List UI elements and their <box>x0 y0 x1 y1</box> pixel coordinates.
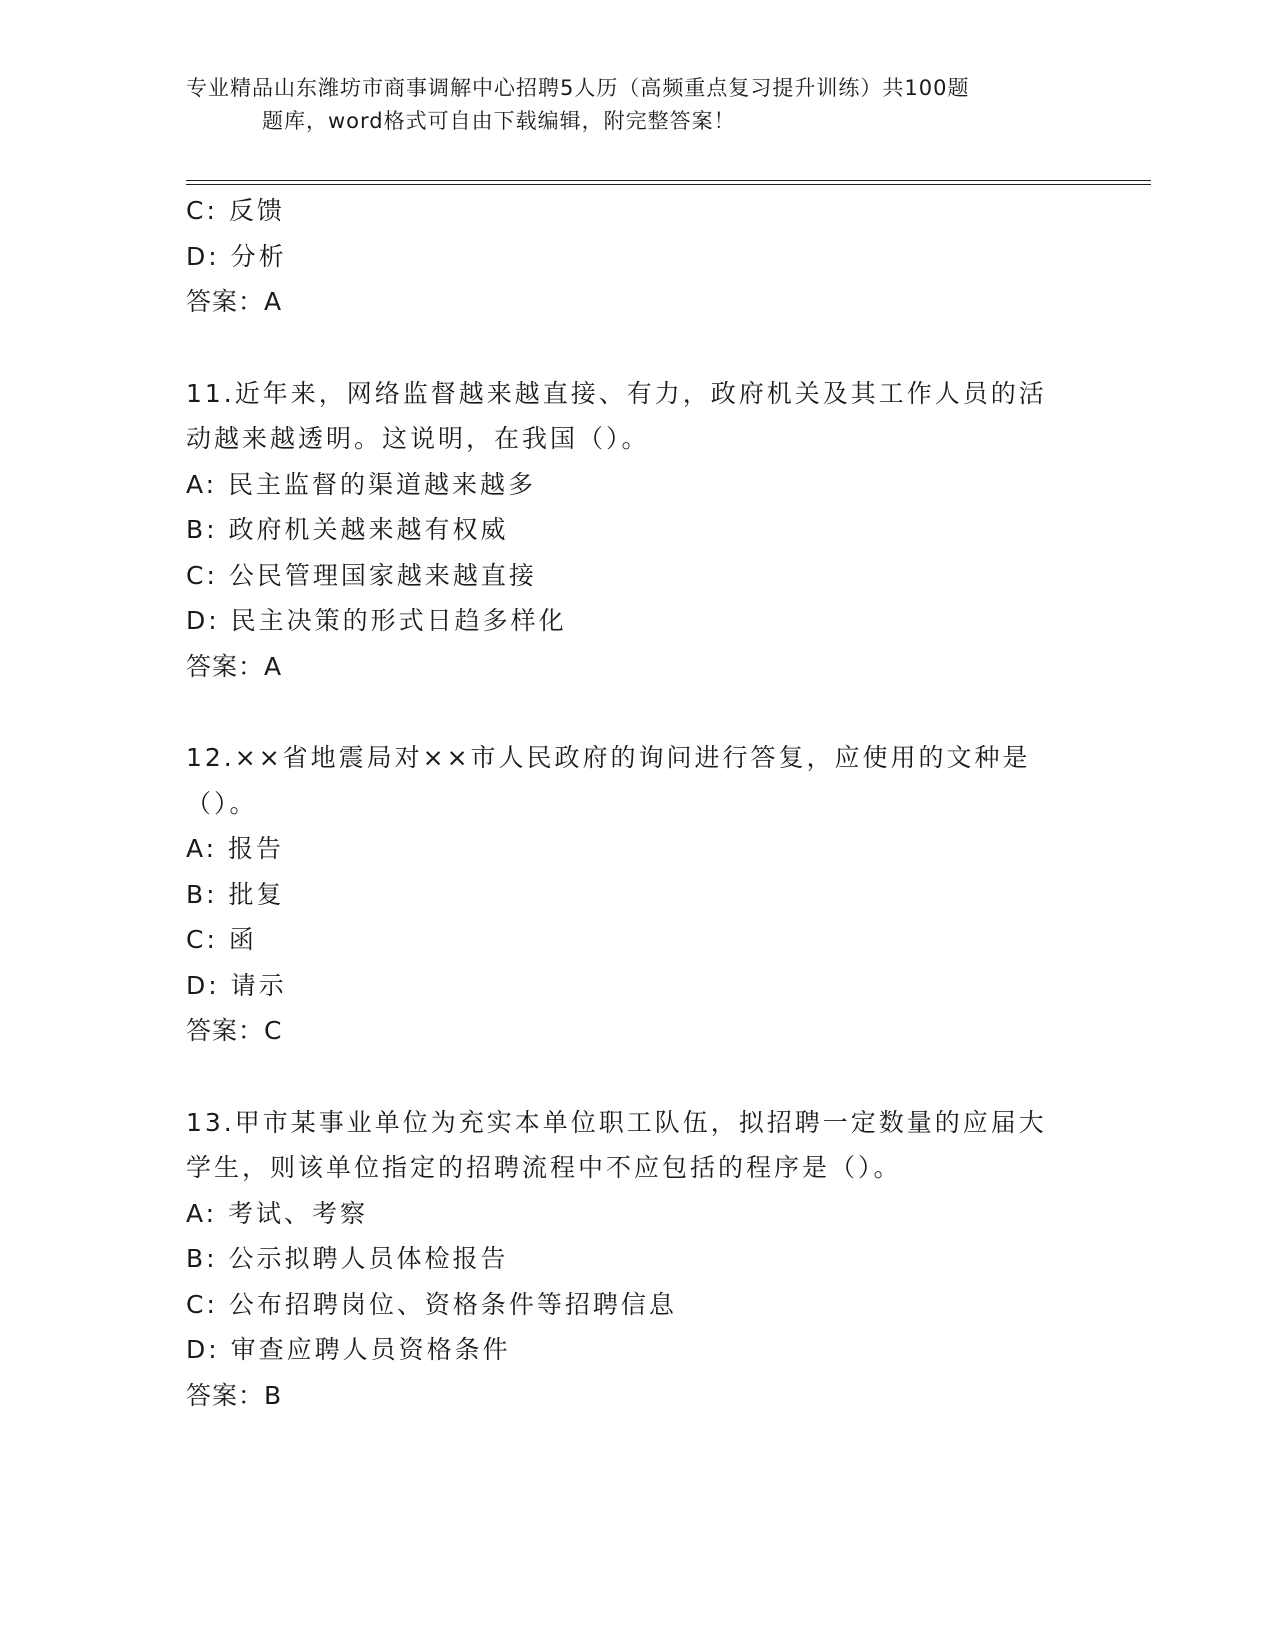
spacer <box>186 325 1086 371</box>
question-stem: 13.甲市某事业单位为充实本单位职工队伍，拟招聘一定数量的应届大 <box>186 1107 1047 1137</box>
question-stem-continued: 动越来越透明。这说明，在我国（）。 <box>186 424 650 453</box>
header-rule-bottom <box>186 184 1151 185</box>
answer: 答案：A <box>186 287 283 316</box>
answer: 答案：B <box>186 1380 283 1410</box>
spacer <box>186 689 1086 735</box>
document-body <box>186 188 1086 1418</box>
option-d: D: 请示 <box>186 970 287 1000</box>
spacer <box>186 1054 1086 1100</box>
answer: 答案：A <box>186 651 283 681</box>
question-stem: 12.××省地震局对××市人民政府的询问进行答复，应使用的文种是 <box>186 743 1031 772</box>
option-b: B: 批复 <box>186 879 285 909</box>
option-c: C: 公民管理国家越来越直接 <box>186 560 537 590</box>
question-stem: 11.近年来，网络监督越来越直接、有力，政府机关及其工作人员的活 <box>186 378 1047 408</box>
option-a: A: 报告 <box>186 834 285 863</box>
question-stem-continued: 学生，则该单位指定的招聘流程中不应包括的程序是（）。 <box>186 1153 902 1182</box>
option-b: B: 公示拟聘人员体检报告 <box>186 1244 509 1273</box>
option-d: D: 分析 <box>186 241 287 271</box>
option-a: A: 民主监督的渠道越来越多 <box>186 469 537 499</box>
header-line-1: 专业精品山东潍坊市商事调解中心招聘5人历（高频重点复习提升训练）共100题 <box>186 76 970 100</box>
header-line-2: 题库，word格式可自由下载编辑，附完整答案！ <box>262 109 736 133</box>
option-d: D: 民主决策的形式日趋多样化 <box>186 606 567 635</box>
option-c: C: 反馈 <box>186 196 285 225</box>
question-stem-continued: （）。 <box>186 788 258 818</box>
option-c: C: 函 <box>186 925 257 954</box>
option-c: C: 公布招聘岗位、资格条件等招聘信息 <box>186 1289 677 1319</box>
document-header <box>186 72 1086 138</box>
option-b: B: 政府机关越来越有权威 <box>186 515 509 544</box>
option-d: D: 审查应聘人员资格条件 <box>186 1335 511 1364</box>
header-rule-top <box>186 180 1151 181</box>
answer: 答案：C <box>186 1016 283 1045</box>
option-a: A: 考试、考察 <box>186 1198 369 1228</box>
